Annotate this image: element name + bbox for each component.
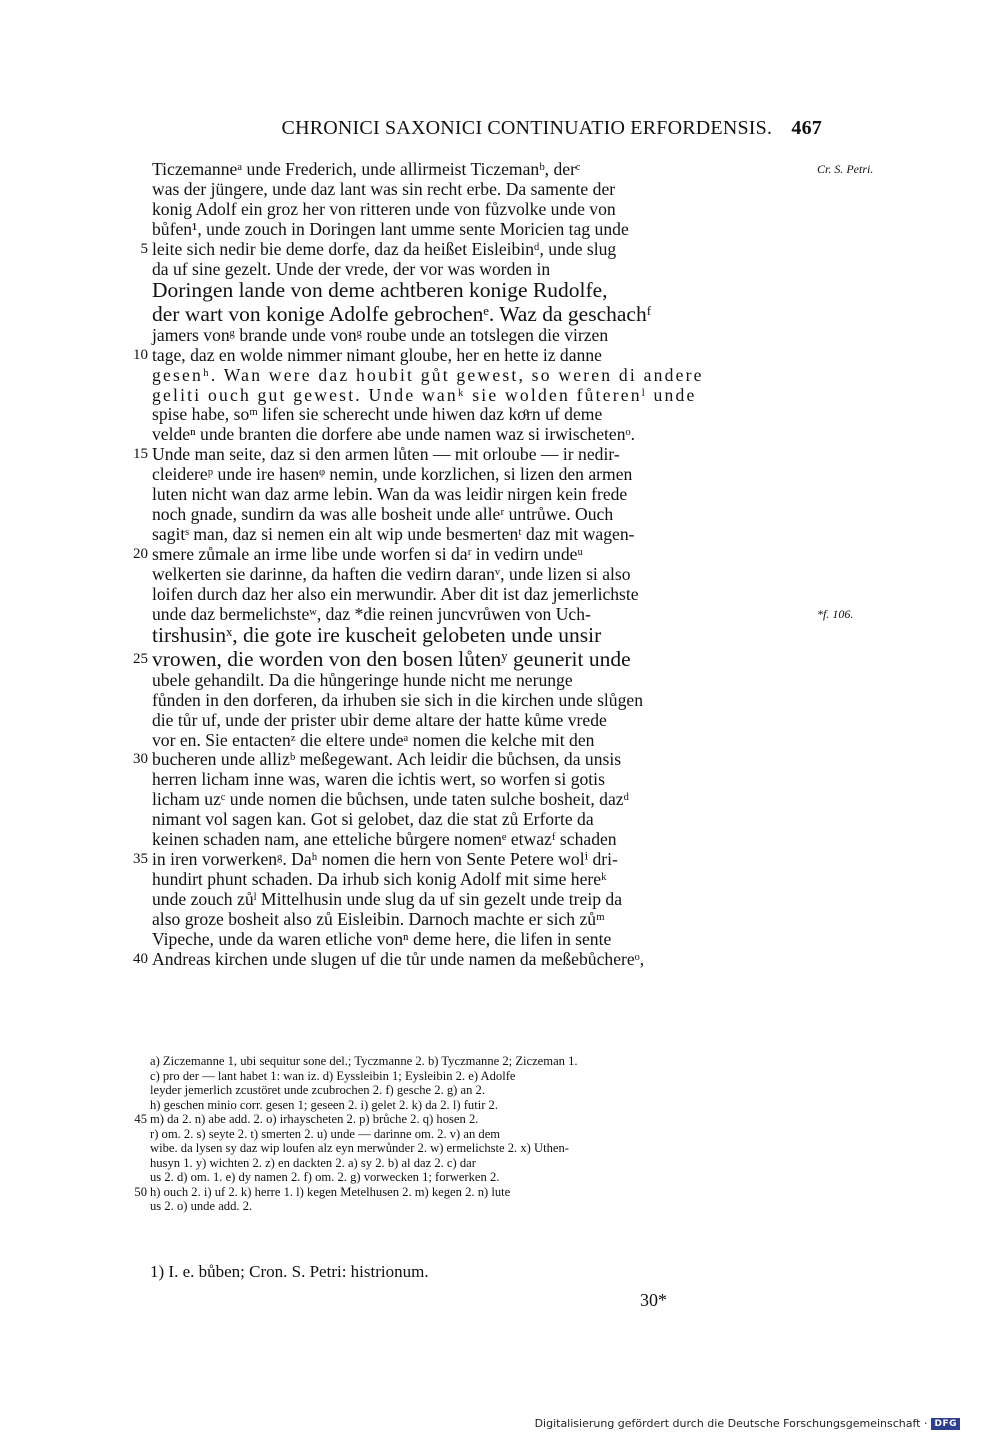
line-text: smere zůmale an irme libe unde worfen si daʳ in vedirn undeᵘ bbox=[152, 543, 584, 564]
marginal-note: Cr. S. Petri. bbox=[817, 162, 874, 176]
footnote-line bbox=[150, 1098, 800, 1113]
line-text: loifen durch daz her also ein merwundir. Aber dit ist daz jemerlichste bbox=[152, 583, 639, 604]
dfg-logo-icon: DFG bbox=[931, 1418, 960, 1430]
marginal-note: *f. 106. bbox=[817, 606, 854, 621]
text-line bbox=[152, 200, 797, 220]
line-text: Andreas kirchen unde slugen uf die tůr unde namen da meßebůchereᵒ, bbox=[152, 948, 645, 969]
footnote-text: wibe. da lysen sy daz wip loufen alz eyn merwůnder 2. w) ermelichste 2. x) Uthen- bbox=[150, 1141, 569, 1155]
text-line bbox=[133, 444, 797, 465]
text-line bbox=[133, 948, 797, 970]
running-header bbox=[0, 117, 822, 140]
line-text: noch gnade, sundirn da was alle bosheit unde alleʳ untrůwe. Ouch bbox=[152, 504, 614, 524]
line-text: da uf sine gezelt. Unde der vrede, der vor was worden in bbox=[152, 258, 551, 279]
header-title: CHRONICI SAXONICI CONTINUATIO ERFORDENSIS. bbox=[281, 117, 773, 139]
footnote-line bbox=[150, 1127, 800, 1142]
footnote-text: us 2. o) unde add. 2. bbox=[150, 1199, 253, 1213]
footnote-line bbox=[150, 1156, 800, 1171]
footnote-text: a) Ziczemanne 1, ubi sequitur sone del.; Tyczmanne 2. b) Tyczmanne 2; Ziczeman 1. bbox=[150, 1054, 578, 1068]
text-line bbox=[152, 930, 797, 950]
line-text: licham uzᶜ unde nomen die bůchsen, unde taten sulche bosheit, dazᵈ bbox=[152, 789, 630, 810]
text-line bbox=[152, 180, 797, 200]
line-text: Unde man seite, daz si den armen lůten — mit orloube — ir nedir- bbox=[152, 444, 620, 465]
line-number: 35 bbox=[133, 851, 148, 867]
text-line bbox=[152, 260, 797, 280]
line-number: 30 bbox=[133, 751, 148, 768]
footnote-line bbox=[134, 1112, 800, 1127]
text-line bbox=[152, 910, 797, 930]
line-text: ubele gehandilt. Da die hůngeringe hunde nicht me nerunge bbox=[152, 669, 573, 690]
text-line bbox=[152, 711, 797, 731]
line-text: bucheren unde allizᵇ meßegewant. Ach leidir die bůchsen, da unsis bbox=[152, 749, 622, 770]
footnote-line bbox=[134, 1184, 800, 1200]
line-text: vrowen, die worden von den bosen lůtenʸ geunerit unde bbox=[152, 646, 631, 671]
line-text: gesenʰ. Wan were daz houbit gůt gewest, so weren di andere bbox=[152, 364, 704, 385]
footnote-line bbox=[150, 1054, 800, 1069]
text-line bbox=[152, 671, 797, 691]
main-text bbox=[133, 159, 874, 969]
line-text: hundirt phunt schaden. Da irhub sich konig Adolf mit sime hereᵏ bbox=[152, 868, 607, 889]
footnote-line bbox=[150, 1170, 800, 1185]
line-text: leite sich nedir bie deme dorfe, daz da heißet Eisleibinᵈ, unde slug bbox=[152, 238, 617, 259]
line-text: luten nicht wan daz arme lebin. Wan da was leidir nirgen kein frede bbox=[152, 484, 628, 505]
text-line bbox=[152, 731, 797, 751]
line-text: veldeⁿ unde branten die dorfere abe unde namen waz si irwischetenᵒ. bbox=[152, 424, 635, 445]
text-line bbox=[152, 386, 797, 406]
text-line bbox=[152, 279, 797, 302]
line-text: Ticzemanneᵃ unde Frederich, unde allirmeist Ticzemanᵇ, derᶜ bbox=[152, 159, 581, 179]
text-line bbox=[152, 425, 797, 445]
line-text: herren licham inne was, waren die ichtis wert, so worfen si gotis bbox=[152, 769, 605, 790]
text-line bbox=[152, 770, 797, 790]
text-line bbox=[152, 405, 797, 425]
text-line bbox=[152, 220, 797, 240]
text-line bbox=[152, 603, 854, 625]
sheet-signature: 30* bbox=[640, 1290, 667, 1310]
text-line bbox=[133, 344, 797, 366]
line-number: 40 bbox=[133, 950, 148, 967]
line-text: tirshusinˣ, die gote ire kuscheit gelobeten unde unsir bbox=[152, 623, 602, 648]
text-line bbox=[152, 890, 797, 910]
footnote-text: h) geschen minio corr. gesen 1; geseen 2. i) gelet 2. k) da 2. l) futir 2. bbox=[150, 1097, 498, 1112]
line-number: 15 bbox=[133, 446, 148, 463]
footnote-text: r) om. 2. s) seyte 2. t) smerten 2. u) unde — darinne om. 2. v) an dem bbox=[150, 1126, 501, 1141]
text-line bbox=[152, 624, 797, 647]
line-text: vor en. Sie entactenᶻ die eltere undeᵃ nomen die kelche mit den bbox=[152, 729, 595, 750]
text-line bbox=[152, 691, 797, 711]
text-line bbox=[152, 465, 797, 485]
text-line bbox=[152, 326, 797, 346]
text-line bbox=[133, 646, 797, 671]
line-text: der wart von konige Adolfe gebrochenᵉ. Waz da geschachᶠ bbox=[152, 301, 652, 326]
line-number: 10 bbox=[133, 346, 148, 363]
line-text: konig Adolf ein groz her von ritteren unde von fůzvolke unde von bbox=[152, 198, 616, 219]
text-line bbox=[152, 790, 797, 810]
line-text: nimant vol sagen kan. Got si gelobet, daz die stat zů Erforte da bbox=[152, 809, 594, 830]
line-text: fůnden in den dorferen, da irhuben sie sich in die kirchen unde slůgen bbox=[152, 689, 644, 710]
critical-apparatus bbox=[134, 1054, 800, 1214]
text-line bbox=[152, 525, 797, 545]
line-text: also groze bosheit also zů Eisleibin. Darnoch machte er sich zůᵐ bbox=[152, 908, 605, 929]
text-line bbox=[152, 485, 797, 505]
footnote-line bbox=[150, 1083, 800, 1098]
page-number: 467 bbox=[791, 117, 822, 139]
text-line bbox=[152, 585, 797, 605]
line-text: keinen schaden nam, ane etteliche bůrgere nomenᵉ etwazᶠ schaden bbox=[152, 829, 617, 850]
line-number: 50 bbox=[134, 1184, 147, 1199]
footnote-text: husyn 1. y) wichten 2. z) en dackten 2. a) sy 2. b) al daz 2. c) dar bbox=[150, 1155, 476, 1170]
line-text: cleidereᵖ unde ire hasenᵠ nemin, unde korzlichen, si lizen den armen bbox=[152, 464, 633, 485]
line-text: tage, daz en wolde nimmer nimant gloube, her en hette iz danne bbox=[152, 344, 602, 365]
line-text: Vipeche, unde da waren etliche vonⁿ deme here, die lifen in sente bbox=[152, 928, 612, 949]
editor-footnote: 1) I. e. bůben; Cron. S. Petri: histrionum. bbox=[150, 1262, 429, 1281]
text-line bbox=[152, 870, 797, 890]
text-line bbox=[133, 849, 797, 870]
text-line bbox=[133, 749, 797, 770]
text-line bbox=[152, 303, 797, 326]
footnote-text: leyder jemerlich zcustöret unde zcubrochen 2. f) gesche 2. g) an 2. bbox=[150, 1083, 485, 1097]
footnote-line bbox=[150, 1199, 800, 1214]
line-number: 20 bbox=[133, 545, 148, 562]
text-line bbox=[152, 159, 874, 180]
text-line bbox=[140, 238, 797, 260]
line-number: 25 bbox=[133, 650, 148, 667]
line-text: welkerten sie darinne, da haften die vedirn daranᵛ, unde lizen si also bbox=[152, 563, 631, 584]
footnote-text: us 2. d) om. 1. e) dy namen 2. f) om. 2. g) vorwecken 1; forwerken 2. bbox=[150, 1170, 500, 1184]
text-line bbox=[152, 565, 797, 585]
funding-text: Digitalisierung gefördert durch die Deutsche Forschungsgemeinschaft · bbox=[534, 1417, 928, 1430]
line-number: 45 bbox=[134, 1112, 147, 1126]
text-line bbox=[152, 505, 797, 525]
footnote-line bbox=[150, 1141, 800, 1156]
line-text: sagitˢ man, daz si nemen ein alt wip unde besmertenᵗ daz mit wagen- bbox=[152, 523, 635, 544]
line-text: die tůr uf, unde der prister ubir deme altare der hatte kůme vrede bbox=[152, 709, 607, 730]
line-text: unde daz bermelichsteʷ, daz *die reinen juncvrůwen von Uch- bbox=[152, 603, 591, 624]
line-number: 5 bbox=[140, 240, 148, 257]
text-line bbox=[152, 366, 797, 386]
footnote-text: m) da 2. n) abe add. 2. o) irhayscheten 2. p) brůche 2. q) hosen 2. bbox=[150, 1112, 479, 1126]
line-text: in iren vorwerkenᵍ. Daʰ nomen die hern von Sente Petere wolⁱ dri- bbox=[152, 849, 618, 869]
footnote-text: h) ouch 2. i) uf 2. k) herre 1. l) kegen Metelhusen 2. m) kegen 2. n) lute bbox=[150, 1184, 511, 1199]
footnote-text: c) pro der — lant habet 1: wan iz. d) Eyssleibin 1; Eysleibin 2. e) Adolfe bbox=[150, 1068, 516, 1083]
line-text: was der jüngere, unde daz lant was sin recht erbe. Da samente der bbox=[152, 178, 616, 199]
line-text: Doringen lande von deme achtberen konige Rudolfe, bbox=[152, 278, 608, 303]
funding-notice bbox=[535, 1417, 960, 1430]
text-line bbox=[133, 543, 797, 565]
line-text: spise habe, soᵐ lifen sie scherecht unde hiwen daz koͦrn uf deme bbox=[152, 404, 603, 425]
line-text: unde zouch zůˡ Mittelhusin unde slug da uf sin gezelt unde treip da bbox=[152, 888, 623, 909]
text-line bbox=[152, 810, 797, 830]
line-text: jamers vonᵍ brande unde vonᵍ roube unde an totslegen die virzen bbox=[152, 324, 609, 345]
line-text: geliti ouch gut gewest. Unde wanᵏ sie wolden fůterenˡ unde bbox=[152, 384, 697, 405]
line-text: bůfen¹, unde zouch in Doringen lant umme sente Moricien tag unde bbox=[152, 218, 629, 239]
text-line bbox=[152, 830, 797, 850]
footnote-line bbox=[150, 1069, 800, 1084]
